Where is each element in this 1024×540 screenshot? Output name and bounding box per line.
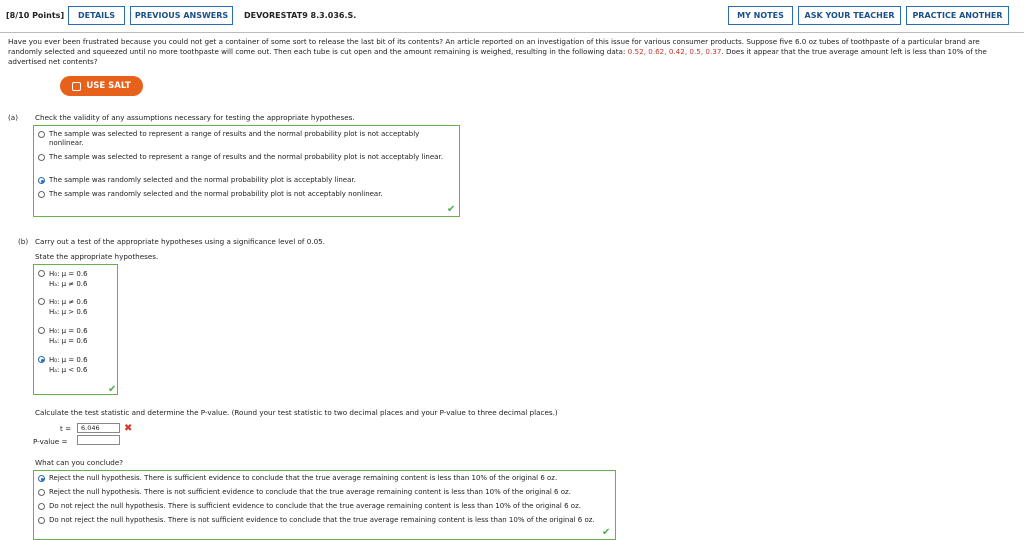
t-label: t = xyxy=(60,424,72,433)
problem-code: DEVORESTAT9 8.3.036.S. xyxy=(244,11,357,20)
conclusion-option-1[interactable]: Reject the null hypothesis. There is sufficient evidence to conclude that the true average remaining content is less than 10% of the original 6 oz. xyxy=(38,474,613,483)
radio-button[interactable] xyxy=(38,154,45,161)
p-value-input[interactable] xyxy=(77,435,120,445)
radio-button[interactable] xyxy=(38,503,45,510)
hypothesis-option-2[interactable]: H₀: μ ≠ 0.6 Hₐ: μ > 0.6 xyxy=(38,297,88,317)
conclusion-option-4[interactable]: Do not reject the null hypothesis. There is not sufficient evidence to conclude that the true average remaining content is less than 10% of the original 6 oz. xyxy=(38,516,613,525)
correct-check-icon: ✔ xyxy=(108,384,117,395)
top-toolbar xyxy=(0,0,1024,30)
ask-teacher-button[interactable]: ASK YOUR TEACHER xyxy=(798,6,901,25)
incorrect-x-icon: ✖ xyxy=(124,423,133,434)
radio-button[interactable] xyxy=(38,270,45,277)
correct-check-icon: ✔ xyxy=(447,204,456,215)
hypothesis-option-1[interactable]: H₀: μ = 0.6 Hₐ: μ ≠ 0.6 xyxy=(38,269,88,289)
radio-button[interactable] xyxy=(38,489,45,496)
use-salt-button[interactable]: USE SALT xyxy=(60,76,143,96)
radio-button[interactable] xyxy=(38,298,45,305)
part-a-option-4[interactable]: The sample was randomly selected and the normal probability plot is not acceptably nonlinear. xyxy=(38,190,448,199)
correct-check-icon: ✔ xyxy=(602,527,611,538)
radio-button[interactable] xyxy=(38,191,45,198)
t-statistic-input[interactable]: 6.046 xyxy=(77,423,120,433)
calculate-prompt: Calculate the test statistic and determine the P-value. (Round your test statistic to two decimal places and your P-value to three decimal places.) xyxy=(35,408,558,417)
radio-button-selected[interactable] xyxy=(38,356,45,363)
question-text: Have you ever been frustrated because you could not get a container of some sort to release the last bit of its contents? An article reported on an investigation of this issue for various consumer products. Suppose five 6.0 oz tubes of toothpaste of a particular brand are randomly selected and squeezed until no more toothpaste will come out. Then each tube is cut open and the amount remaining is weighed, resulting in the following data: 0.52, 0.62, 0.42, 0.5, 0.37. Does it appear that the true average amount left is less than 10% of the advertised net contents? xyxy=(8,37,987,66)
radio-button[interactable] xyxy=(38,131,45,138)
state-hypotheses-prompt: State the appropriate hypotheses. xyxy=(35,252,159,261)
radio-button[interactable] xyxy=(38,517,45,524)
radio-button-selected[interactable] xyxy=(38,475,45,482)
radio-button[interactable] xyxy=(38,327,45,334)
data-values: 0.52, 0.62, 0.42, 0.5, 0.37 xyxy=(627,47,722,56)
conclusion-option-2[interactable]: Reject the null hypothesis. There is not sufficient evidence to conclude that the true average remaining content is less than 10% of the original 6 oz. xyxy=(38,488,613,497)
radio-button-selected[interactable] xyxy=(38,177,45,184)
part-a-option-2[interactable]: The sample was selected to represent a range of results and the normal probability plot is not acceptably linear. xyxy=(38,153,448,162)
conclusion-option-3[interactable]: Do not reject the null hypothesis. There is sufficient evidence to conclude that the true average remaining content is less than 10% of the original 6 oz. xyxy=(38,502,613,511)
points-label: [8/10 Points] xyxy=(6,11,65,20)
hypothesis-option-4[interactable]: H₀: μ = 0.6 Hₐ: μ < 0.6 xyxy=(38,355,88,375)
salt-icon xyxy=(72,82,81,91)
hypothesis-option-3[interactable]: H₀: μ = 0.6 Hₐ: μ = 0.6 xyxy=(38,326,88,346)
p-value-label: P-value = xyxy=(33,437,68,446)
part-b-prompt: Carry out a test of the appropriate hypotheses using a significance level of 0.05. xyxy=(35,237,326,246)
practice-another-button[interactable]: PRACTICE ANOTHER xyxy=(906,6,1009,25)
divider xyxy=(0,32,1024,33)
part-a-label: (a) xyxy=(8,113,19,122)
part-b-label: (b) xyxy=(18,237,29,246)
previous-answers-button[interactable]: PREVIOUS ANSWERS xyxy=(130,6,233,25)
conclude-prompt: What can you conclude? xyxy=(35,458,124,467)
part-a-prompt: Check the validity of any assumptions necessary for testing the appropriate hypotheses. xyxy=(35,113,355,122)
part-a-option-1[interactable]: The sample was selected to represent a range of results and the normal probability plot is not acceptably nonlinear. xyxy=(38,130,448,147)
part-a-option-3[interactable]: The sample was randomly selected and the normal probability plot is acceptably linear. xyxy=(38,176,448,185)
my-notes-button[interactable]: MY NOTES xyxy=(728,6,793,25)
details-button[interactable]: DETAILS xyxy=(68,6,125,25)
